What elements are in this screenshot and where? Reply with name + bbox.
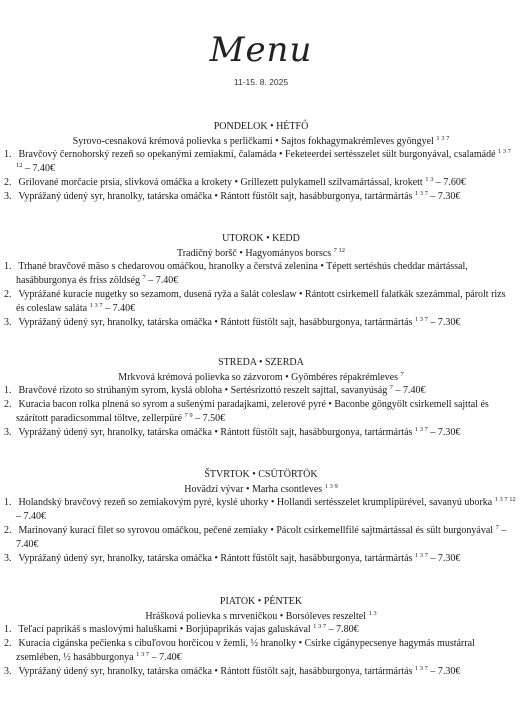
allergen-codes: 7 9 — [184, 412, 193, 419]
menu-item-text: Vyprážané kuracie nugetky so sezamom, dusená ryža a šalát coleslaw • Rántott csirkemell falatkák szezámmal, párolt rizs és coleslaw saláta — [16, 289, 506, 314]
menu-item — [0, 426, 522, 440]
menu-item-price: – 7.30€ — [427, 191, 461, 202]
allergen-codes: 1 3 7 — [89, 302, 103, 309]
menu-item-number: 2. — [4, 399, 12, 410]
allergen-codes: 1 3 7 — [414, 552, 428, 559]
menu-item — [0, 316, 522, 330]
menu-item — [0, 398, 522, 426]
allergen-codes: 1 3 — [368, 610, 377, 617]
menu-item-text: Kuracia cigánska pečienka s cibuľovou horčicou v žemli, ½ hranolky • Csirke cigánypecsenye hagymás mustárral zsemlében, ½ hasábburgonya — [16, 638, 475, 663]
menu-item-text: Marinovaný kurací filet so syrovou omáčkou, pečené zemiaky • Pácolt csirkemellfilé sajtmártással és sült burgonyával — [16, 525, 496, 536]
menu-item-price: – 7.40€ — [16, 525, 507, 550]
menu-item-text: Holandský bravčový rezeň so zemiakovým pyré, kyslé uhorky • Hollandi sertésszelet krumplipürével, savanyú uborka — [16, 497, 495, 508]
menu-item-price: – 7.30€ — [427, 317, 461, 328]
allergen-codes: 1 3 7 — [414, 665, 428, 672]
allergen-codes: 7 — [142, 274, 146, 281]
menu-item — [0, 288, 522, 316]
menu-item — [0, 665, 522, 679]
soup-of-the-day — [0, 610, 522, 623]
allergen-codes: 7 — [389, 384, 393, 391]
menu-item-number: 2. — [4, 525, 12, 536]
menu-item-text: Grilované morčacie prsia, slivková omáčka a krokety • Grillezett pulykamell szilvamártással, krokett — [16, 177, 426, 188]
menu-item-text: Trhané bravčové mäso s chedarovou omáčkou, hranolky a čerstvá zelenina • Tépett sertéshús cheddar mártással, hasábburgonya és friss zöldség — [16, 261, 468, 286]
menu-item-text: Bravčové rizoto so strúhaným syrom, kyslá obloha • Sertésrizottó reszelt sajttal, savanyúság — [16, 385, 390, 396]
soup-text: Syrovo-cesnaková krémová polievka s perličkami • Sajtos fokhagymakrémleves gyöngyel — [72, 136, 437, 147]
day-heading: PONDELOK • HÉTFŐ — [213, 121, 309, 132]
menu-item-price: – 7.40€ — [392, 385, 426, 396]
soup-of-the-day — [0, 371, 522, 384]
allergen-codes: 1 3 7 — [436, 135, 450, 142]
menu-item — [0, 176, 522, 190]
day-heading: ŠTVRTOK • CSÜTÖRTÖK — [204, 469, 318, 480]
day-heading: UTOROK • KEDD — [222, 233, 300, 244]
menu-item-text: Vyprážaný údený syr, hranolky, tatárska omáčka • Rántott füstölt sajt, hasábburgonya, tartármártás — [16, 191, 415, 202]
soup-text: Mrkvová krémová polievka so zázvorom • Gyömbéres répakrémleves — [118, 372, 401, 383]
menu-dates: 11-15. 8. 2025 — [233, 77, 289, 87]
allergen-codes: 1 3 7 — [414, 316, 428, 323]
menu-item-text: Vyprážaný údený syr, hranolky, tatárska omáčka • Rántott füstölt sajt, hasábburgonya, tartármártás — [16, 427, 415, 438]
menu-item — [0, 384, 522, 398]
soup-of-the-day — [0, 247, 522, 260]
menu-item — [0, 190, 522, 204]
menu-item-price: – 7.40€ — [16, 511, 46, 522]
allergen-codes: 7 — [495, 524, 499, 531]
allergen-codes: 1 3 7 — [414, 190, 428, 197]
menu-item-price: – 7.30€ — [427, 666, 461, 677]
menu-item-number: 3. — [4, 553, 12, 564]
allergen-codes: 1 3 9 — [324, 483, 338, 490]
menu-item-price: – 7.30€ — [427, 553, 461, 564]
allergen-codes: 1 3 7 — [136, 651, 150, 658]
menu-item-number: 3. — [4, 317, 12, 328]
menu-item-number: 1. — [4, 385, 12, 396]
menu-item — [0, 260, 522, 288]
allergen-codes: 1 3 7 — [414, 426, 428, 433]
menu-item-number: 3. — [4, 666, 12, 677]
menu-item-number: 1. — [4, 497, 12, 508]
menu-item-text: Teľací paprikáš s maslovými haluškami • Borjúpaprikás vajas galuskával — [16, 624, 314, 635]
menu-item-price: – 7.40€ — [145, 275, 179, 286]
day-section — [0, 595, 522, 679]
allergen-codes: 1 3 — [425, 176, 434, 183]
allergen-codes: 1 3 7 12 — [16, 148, 512, 169]
menu-item-text: Vyprážaný údený syr, hranolky, tatárska omáčka • Rántott füstölt sajt, hasábburgonya, tartármártás — [16, 553, 415, 564]
soup-text: Hrášková polievka s mrveničkou • Borsóleves reszeltel — [145, 611, 369, 622]
soup-of-the-day — [0, 135, 522, 148]
menu-item-price: – 7.40€ — [149, 652, 182, 663]
menu-item-text: Vyprážaný údený syr, hranolky, tatárska omáčka • Rántott füstölt sajt, hasábburgonya, tartármártás — [16, 666, 415, 677]
allergen-codes: 1 3 7 12 — [494, 496, 516, 503]
menu-item — [0, 524, 522, 552]
day-section — [0, 468, 522, 566]
menu-item-price: – 7.40€ — [22, 163, 55, 174]
day-section — [0, 120, 522, 204]
menu-item-text: Bravčový černohorský rezeň so opekanými zemiakmi, čalamáda • Feketeerdei sertésszelet sült burgonyával, csalamádé — [16, 149, 499, 160]
menu-item — [0, 496, 522, 524]
menu-item-price: – 7.40€ — [102, 303, 136, 314]
menu-item — [0, 637, 522, 665]
menu-item-text: Kuracia bacon rolka plnená so syrom a sušenými paradajkami, zelerové pyré • Baconbe göngyölt csirkemell sajttal és szárított paradicsommal töltve, zellerpüré — [16, 399, 489, 424]
menu-item-price: – 7.30€ — [427, 427, 461, 438]
allergen-codes: 7 — [400, 371, 404, 378]
menu-item-number: 1. — [4, 261, 12, 272]
menu-item-price: – 7.50€ — [192, 413, 226, 424]
day-section — [0, 356, 522, 440]
menu-item — [0, 148, 522, 176]
menu-item — [0, 623, 522, 637]
day-section — [0, 232, 522, 330]
menu-item-text: Vyprážaný údený syr, hranolky, tatárska omáčka • Rántott füstölt sajt, hasábburgonya, tartármártás — [16, 317, 415, 328]
menu-item-number: 3. — [4, 427, 12, 438]
menu-item-number: 2. — [4, 638, 12, 649]
soup-of-the-day — [0, 483, 522, 496]
menu-item-price: – 7.60€ — [433, 177, 466, 188]
soup-text: Hovädzí vývar • Marha csontleves — [184, 484, 325, 495]
soup-text: Tradičný boršč • Hagyományos borscs — [176, 248, 334, 259]
menu-item-number: 1. — [4, 149, 12, 160]
menu-item-number: 3. — [4, 191, 12, 202]
menu-item-number: 1. — [4, 624, 12, 635]
day-heading: PIATOK • PÉNTEK — [219, 596, 303, 607]
menu-item-price: – 7.80€ — [326, 624, 359, 635]
menu-item — [0, 552, 522, 566]
day-heading: STREDA • SZERDA — [218, 357, 304, 368]
allergen-codes: 7 12 — [333, 247, 346, 254]
menu-item-number: 2. — [4, 177, 12, 188]
allergen-codes: 1 3 7 — [313, 623, 327, 630]
menu-title: Menu — [209, 30, 313, 70]
menu-item-number: 2. — [4, 289, 12, 300]
